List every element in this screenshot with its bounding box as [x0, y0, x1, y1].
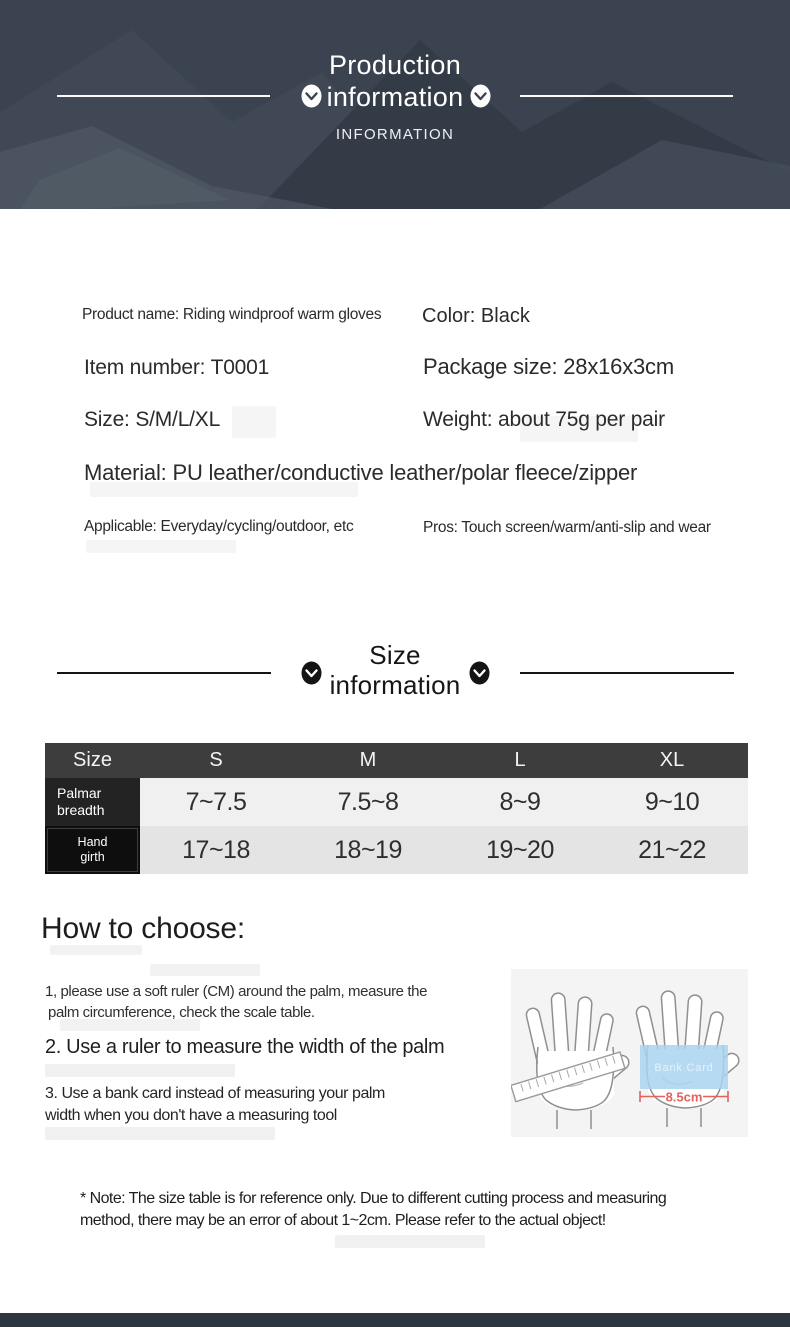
bank-card-label: Bank Card: [654, 1062, 714, 1074]
step2-line1: 2. Use a ruler to measure the width of the palm: [45, 1036, 445, 1058]
how-to-choose-title: How to choose:: [41, 912, 245, 945]
table-value-cell: 17~18: [140, 826, 292, 874]
step1-line2: palm circumference, check the scale table.: [48, 1004, 315, 1021]
size-section-title-line1: Size: [369, 640, 421, 670]
size-text: Size: S/M/L/XL: [84, 408, 221, 431]
hero-title-line2: information: [326, 82, 464, 112]
table-value-cell: 8~9: [444, 778, 596, 826]
artifact-smudge: [45, 1064, 235, 1077]
hero-subtitle: INFORMATION: [335, 126, 455, 143]
hand-measurement-illustration: [511, 969, 748, 1137]
color-text: Color: Black: [422, 305, 530, 327]
reference-note: [80, 1188, 666, 1232]
step3-line1: 3. Use a bank card instead of measuring your palm: [45, 1085, 385, 1102]
table-row: [45, 778, 748, 826]
artifact-smudge: [50, 945, 142, 955]
table-value-cell: 7~7.5: [140, 778, 292, 826]
row-label-cell: Hand girth: [45, 826, 140, 874]
hero-banner: [0, 0, 790, 209]
table-value-cell: 7.5~8: [292, 778, 444, 826]
table-row: [45, 826, 748, 874]
pros-text: Pros: Touch screen/warm/anti-slip and wear: [423, 519, 711, 536]
size-table-header-cell: XL: [659, 749, 685, 771]
footer-bar: [0, 1313, 790, 1327]
product-name-text: Product name: Riding windproof warm gloves: [82, 306, 382, 323]
chevron-down-badge-icon: [469, 661, 490, 685]
step1-line1: 1, please use a soft ruler (CM) around the palm, measure the: [45, 983, 428, 1000]
size-table-header-cell: S: [209, 749, 223, 771]
chevron-down-badge-icon: [470, 84, 491, 108]
size-section-title-line2: information: [329, 670, 461, 700]
row-label-cell: Palmar breadth: [45, 778, 140, 826]
package-size-text: Package size: 28x16x3cm: [423, 354, 674, 379]
note-line2: method, there may be an error of about 1~2cm. Please refer to the actual object!: [80, 1212, 606, 1229]
artifact-smudge: [150, 964, 260, 976]
table-value-cell: 21~22: [596, 826, 748, 874]
size-table-header-row: [45, 743, 748, 778]
note-line1: * Note: The size table is for reference only. Due to different cutting process and measuring: [80, 1190, 667, 1207]
artifact-smudge: [86, 540, 236, 553]
size-table-header-cell: M: [359, 749, 377, 771]
table-value-cell: 18~19: [292, 826, 444, 874]
item-number-text: Item number: T0001: [84, 356, 270, 379]
applicable-text: Applicable: Everyday/cycling/outdoor, etc: [84, 518, 354, 535]
size-table: [45, 743, 748, 874]
step3-line2: width when you don't have a measuring tool: [45, 1107, 337, 1124]
weight-text: Weight: about 75g per pair: [423, 408, 665, 431]
size-table-header-cell: L: [514, 749, 526, 771]
material-text: Material: PU leather/conductive leather/polar fleece/zipper: [84, 460, 638, 485]
table-value-cell: 19~20: [444, 826, 596, 874]
measurement-label: 8.5cm: [665, 1089, 703, 1105]
artifact-smudge: [232, 406, 276, 438]
hero-title-line1: Production: [328, 50, 462, 80]
artifact-smudge: [45, 1127, 275, 1140]
table-value-cell: 9~10: [596, 778, 748, 826]
size-table-header-cell: Size: [73, 749, 112, 771]
artifact-smudge: [335, 1235, 485, 1248]
